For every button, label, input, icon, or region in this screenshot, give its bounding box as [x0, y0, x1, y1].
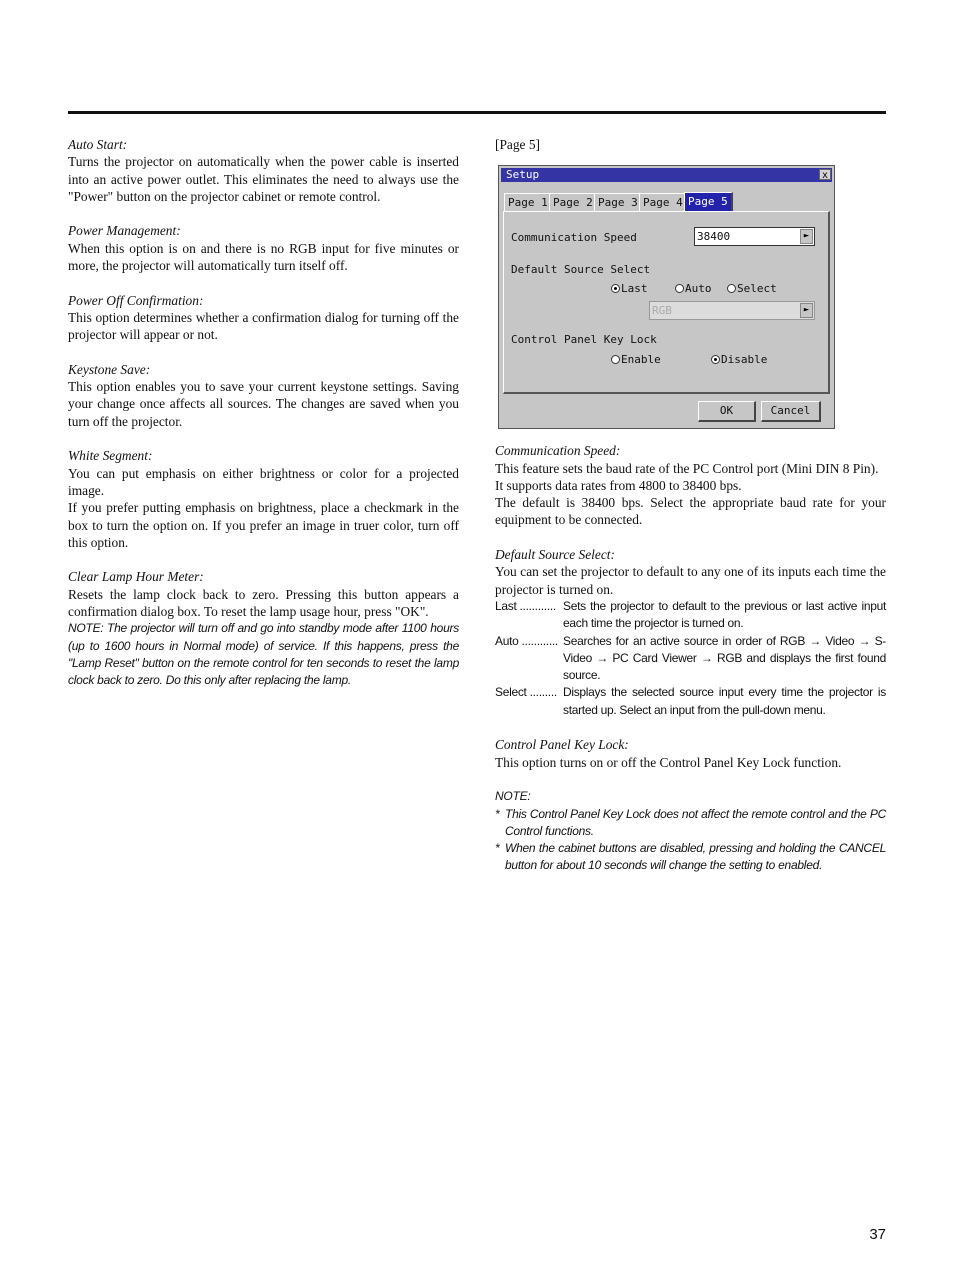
radio-auto[interactable] [675, 280, 712, 297]
header-rule [68, 111, 886, 114]
tab-page-1[interactable]: Page 1 [504, 193, 553, 211]
tab-page-3[interactable]: Page 3 [594, 193, 643, 211]
power-off-confirmation-body: This option determines whether a confirmation dialog for turning off the projector will appear or not. [68, 309, 459, 343]
radio-select-label: Select [737, 282, 777, 296]
note-title: NOTE: [495, 789, 531, 804]
section-note [495, 788, 886, 874]
radio-unselected-icon [611, 355, 620, 364]
section-power-management [68, 222, 459, 274]
tab-page-4[interactable]: Page 4 [639, 193, 688, 211]
white-segment-title: White Segment: [68, 448, 153, 464]
comm-speed-title: Communication Speed: [495, 443, 621, 459]
dialog-titlebar [501, 168, 832, 182]
section-default-source [495, 546, 886, 719]
communication-speed-value: 38400 [697, 230, 731, 244]
key-lock-label: Control Panel Key Lock [511, 333, 657, 347]
radio-last[interactable] [611, 280, 648, 297]
default-source-body: You can set the projector to default to any one of its inputs each time the projector is turned on. [495, 564, 886, 597]
option-desc: Displays the selected source input every time the projector is started up. Select an input from the pull-down menu. [563, 685, 886, 717]
close-icon[interactable]: x [819, 169, 831, 180]
communication-speed-label: Communication Speed [511, 231, 637, 245]
cancel-button[interactable]: Cancel [761, 401, 821, 422]
bullet-star: * [495, 841, 500, 856]
bullet-text: When the cabinet buttons are disabled, pressing and holding the CANCEL button for about 10 seconds will change the setting to enabled. [505, 841, 886, 873]
page-label: [Page 5] [495, 137, 540, 152]
comm-speed-body-1: This feature sets the baud rate of the PC Control port (Mini DIN 8 Pin). [495, 460, 879, 476]
section-auto-start [68, 136, 459, 205]
bullet-text: This Control Panel Key Lock does not affect the remote control and the PC Control functions. [505, 806, 886, 838]
section-keystone-save [68, 361, 459, 430]
clear-lamp-note: NOTE: The projector will turn off and go into standby mode after 1100 hours (up to 1600 hours in Normal mode) of service. If this happens, press the "Lamp Reset" button on the remote control for ten seconds to reset the lamp clock back to zero. Do this only after replacing the lamp. [68, 621, 459, 688]
key-lock-body: This option turns on or off the Control Panel Key Lock function. [495, 754, 842, 770]
option-term: Select ......... [495, 685, 557, 700]
keystone-save-body: This option enables you to save your current keystone settings. Saving your change once affects all sources. The changes are saved when you turn off the projector. [68, 379, 459, 429]
radio-selected-icon [611, 284, 620, 293]
auto-start-title: Auto Start: [68, 137, 128, 152]
note-bullet [495, 840, 886, 875]
clear-lamp-title: Clear Lamp Hour Meter: [68, 569, 204, 585]
radio-auto-label: Auto [685, 282, 712, 296]
radio-enable-label: Enable [621, 353, 661, 367]
radio-enable[interactable] [611, 351, 661, 368]
radio-unselected-icon [727, 284, 736, 293]
option-desc: Searches for an active source in order of RGB → Video → S-Video → PC Card Viewer → RGB and displays the first found source. [563, 633, 886, 683]
tab-page-5[interactable]: Page 5 [684, 192, 733, 211]
option-term: Last ............ [495, 598, 556, 613]
radio-select[interactable] [727, 280, 777, 297]
option-desc: Sets the projector to default to the previous or last active input each time the projector is turned on. [563, 598, 886, 631]
default-source-label: Default Source Select [511, 263, 651, 277]
bullet-star: * [495, 806, 500, 821]
right-column [495, 136, 886, 892]
list-item [495, 633, 886, 685]
radio-disable-label: Disable [721, 353, 768, 367]
section-comm-speed [495, 442, 886, 528]
radio-selected-icon [711, 355, 720, 364]
section-white-segment [68, 447, 459, 551]
note-bullet [495, 806, 886, 841]
dropdown-arrow-icon[interactable]: ► [800, 229, 813, 244]
source-value: RGB [652, 304, 672, 318]
radio-last-label: Last [621, 282, 648, 296]
left-column [68, 136, 459, 707]
keystone-save-title: Keystone Save: [68, 361, 151, 377]
list-item [495, 598, 886, 633]
dialog-title: Setup [506, 168, 540, 182]
section-key-lock [495, 736, 886, 771]
source-select[interactable] [649, 301, 815, 320]
default-source-title: Default Source Select: [495, 547, 615, 563]
auto-start-body: Turns the projector on automatically when the power cable is inserted into an active power outlet. This eliminates the need to always use the "Power" button on the projector cabinet or remote control. [68, 154, 459, 204]
communication-speed-select[interactable] [694, 227, 815, 246]
tab-page-2[interactable]: Page 2 [549, 193, 598, 211]
white-segment-body-1: You can put emphasis on either brightness or color for a projected image. [68, 465, 459, 498]
dropdown-arrow-icon[interactable]: ► [800, 303, 813, 318]
list-item [495, 684, 886, 719]
section-power-off-confirmation [68, 292, 459, 344]
radio-disable[interactable] [711, 351, 767, 368]
option-term: Auto ............ [495, 633, 558, 648]
radio-unselected-icon [675, 284, 684, 293]
comm-speed-body-2: It supports data rates from 4800 to 38400 bps. [495, 477, 742, 493]
power-management-body: When this option is on and there is no RGB input for five minutes or more, the projector will automatically turn itself off. [68, 240, 459, 274]
clear-lamp-body: Resets the lamp clock back to zero. Pressing this button appears a confirmation dialog box. To reset the lamp usage hour, press "OK". [68, 586, 459, 620]
white-segment-body-2: If you prefer putting emphasis on brightness, place a checkmark in the box to turn the option on. If you prefer an image in truer color, turn off this option. [68, 500, 459, 550]
key-lock-title: Control Panel Key Lock: [495, 737, 629, 753]
power-management-title: Power Management: [68, 223, 181, 239]
setup-dialog [498, 165, 835, 429]
ok-button[interactable]: OK [698, 401, 756, 422]
comm-speed-body-3: The default is 38400 bps. Select the appropriate baud rate for your equipment to be connected. [495, 495, 886, 528]
section-clear-lamp [68, 568, 459, 689]
page-number: 37 [869, 1226, 886, 1243]
power-off-confirmation-title: Power Off Confirmation: [68, 292, 204, 308]
